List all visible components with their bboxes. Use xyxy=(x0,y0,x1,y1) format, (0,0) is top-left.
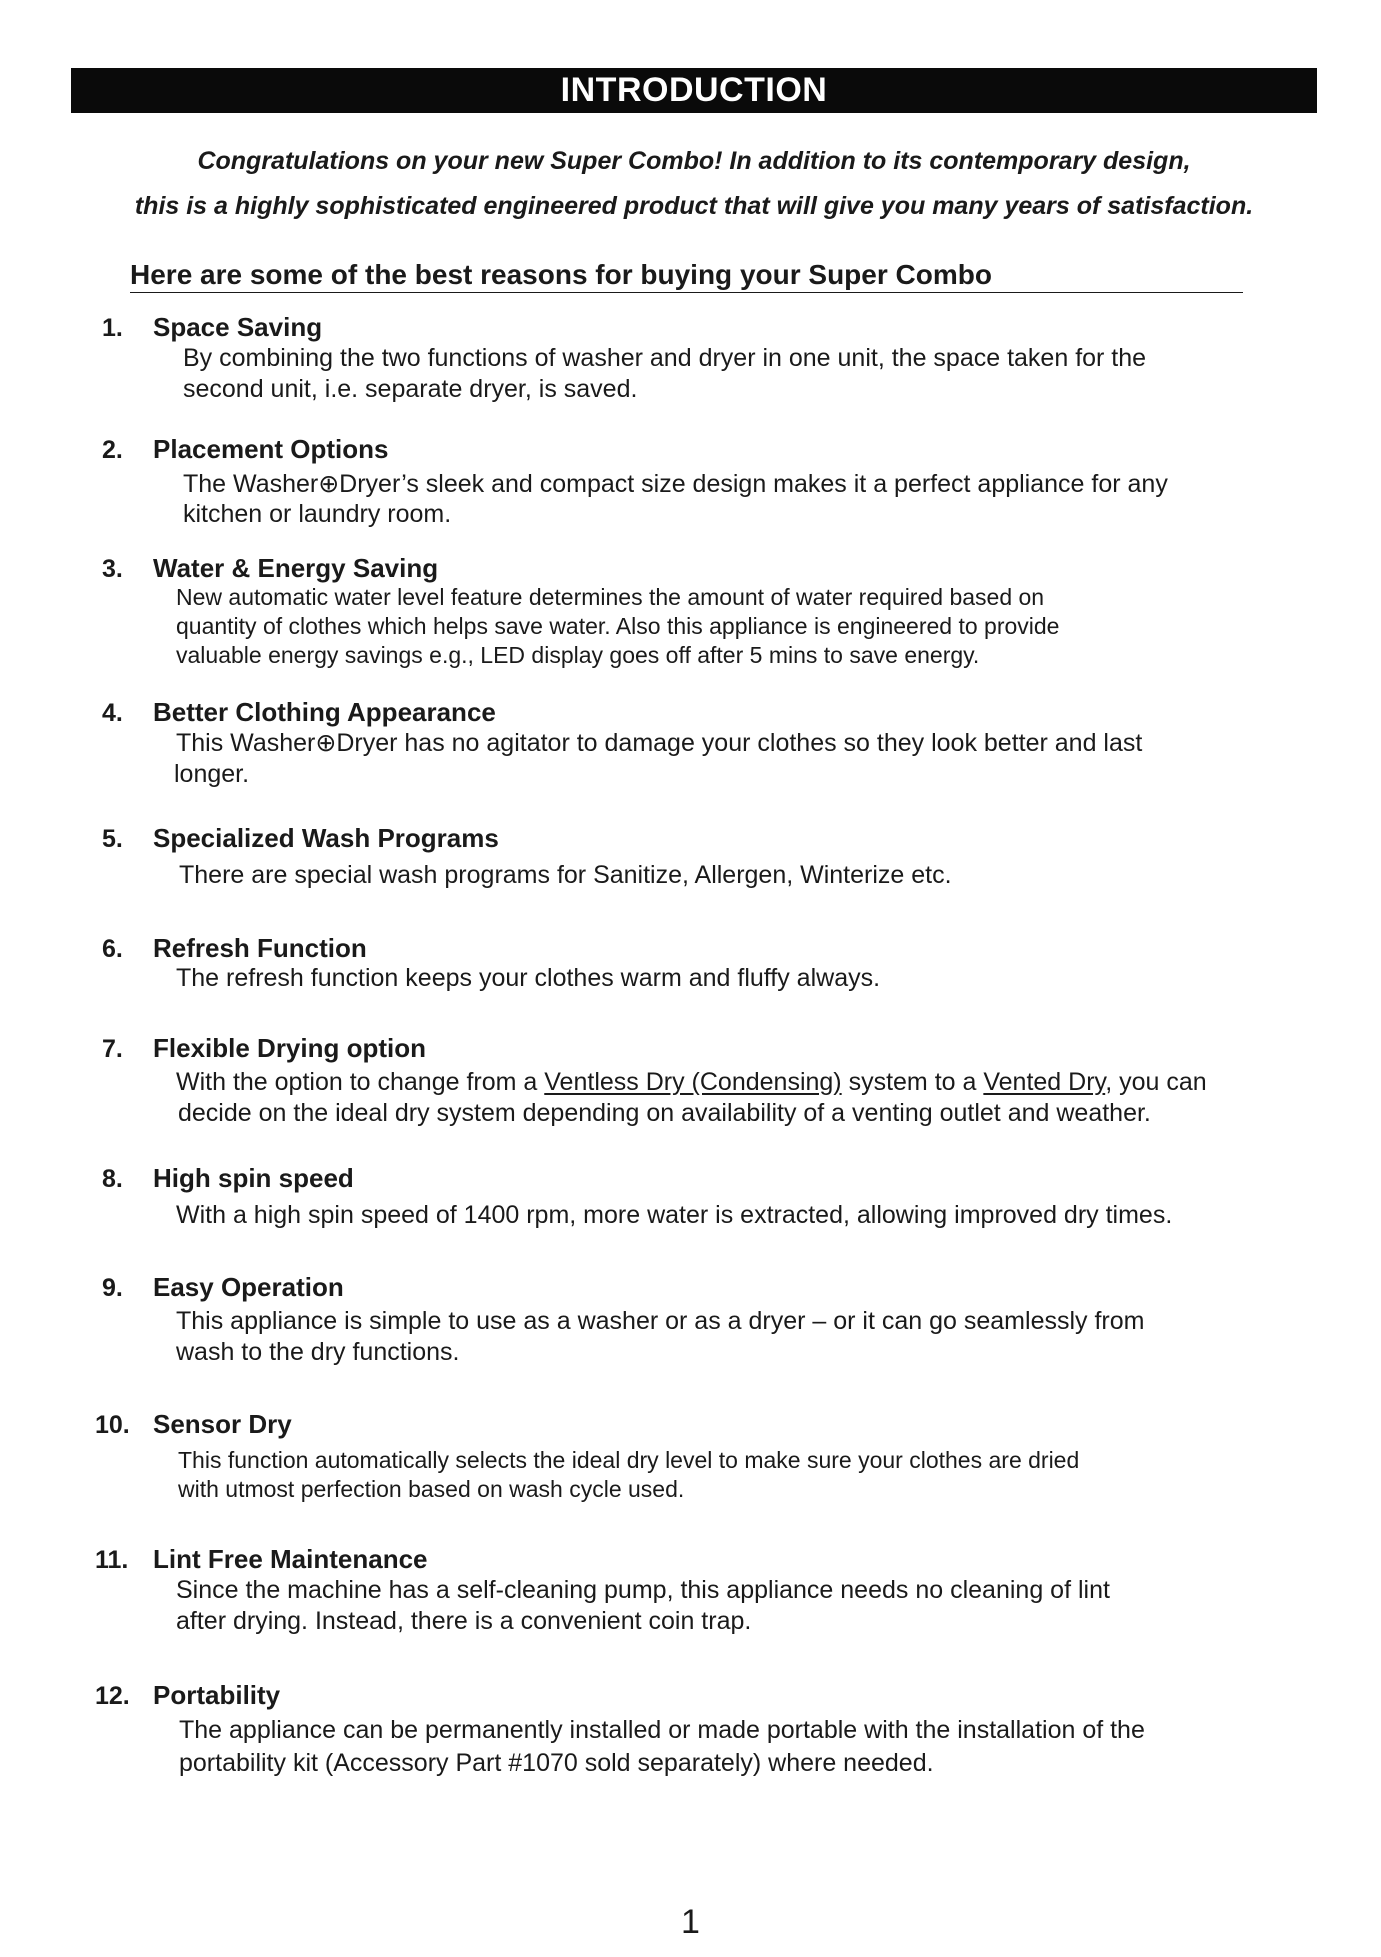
item-number: 1. xyxy=(102,314,123,342)
section-banner: INTRODUCTION xyxy=(71,68,1317,113)
item-number: 8. xyxy=(102,1165,123,1193)
item-text-line: By combining the two functions of washer and dryer in one unit, the space taken for the xyxy=(183,344,1147,372)
item-number: 7. xyxy=(102,1035,123,1063)
item-title: Portability xyxy=(153,1680,281,1710)
item-title: Placement Options xyxy=(153,434,389,464)
intro-line-2: this is a highly sophisticated engineered product that will give you many years of satisfaction. xyxy=(134,192,1254,220)
item-title: Sensor Dry xyxy=(153,1409,292,1439)
item-text-line: second unit, i.e. separate dryer, is saved. xyxy=(183,375,638,403)
item-text-line: after drying. Instead, there is a convenient coin trap. xyxy=(176,1607,752,1635)
item-title: High spin speed xyxy=(153,1163,354,1193)
item-number: 9. xyxy=(102,1274,123,1302)
item-text-line: longer. xyxy=(174,760,250,788)
item-text-line: Since the machine has a self-cleaning pump, this appliance needs no cleaning of lint xyxy=(176,1576,1110,1604)
item-text-line: with utmost perfection based on wash cycle used. xyxy=(178,1476,685,1502)
item-text-line: There are special wash programs for Sanitize, Allergen, Winterize etc. xyxy=(179,861,952,889)
item-number: 12. xyxy=(95,1682,130,1710)
item-title: Refresh Function xyxy=(153,933,367,963)
item-number: 6. xyxy=(102,935,123,963)
item-text-line: With a high spin speed of 1400 rpm, more water is extracted, allowing improved dry times. xyxy=(176,1201,1173,1229)
vented-dry-link: Vented Dry xyxy=(983,1068,1106,1096)
item-text-line: portability kit (Accessory Part #1070 sold separately) where needed. xyxy=(179,1749,934,1777)
item-text-line: The appliance can be permanently installed or made portable with the installation of the xyxy=(179,1716,1145,1744)
ventless-dry-link: Ventless Dry (Condensing) xyxy=(544,1068,842,1096)
item-text-line xyxy=(176,1067,1207,1097)
item-text-line: This appliance is simple to use as a washer or as a dryer – or it can go seamlessly from xyxy=(176,1307,1145,1335)
item-text-line: The Washer⊕Dryer’s sleek and compact size design makes it a perfect appliance for any xyxy=(183,470,1168,498)
item-number: 10. xyxy=(95,1411,130,1439)
item-text-line: kitchen or laundry room. xyxy=(183,500,452,528)
item-title: Easy Operation xyxy=(153,1272,344,1302)
page-number: 1 xyxy=(681,1903,700,1941)
item-text-line: This Washer⊕Dryer has no agitator to damage your clothes so they look better and last xyxy=(176,729,1143,757)
item-title: Water & Energy Saving xyxy=(153,553,439,583)
item-text-line: The refresh function keeps your clothes warm and fluffy always. xyxy=(176,964,881,992)
intro-line-1: Congratulations on your new Super Combo! In addition to its contemporary design, xyxy=(197,147,1191,175)
item-text-line: wash to the dry functions. xyxy=(176,1338,460,1366)
item-number: 5. xyxy=(102,825,123,853)
item-title: Specialized Wash Programs xyxy=(153,823,499,853)
item-title: Lint Free Maintenance xyxy=(153,1544,428,1574)
item-number: 11. xyxy=(95,1546,129,1574)
item-text-segment: system to a xyxy=(841,1068,984,1096)
item-text-line: This function automatically selects the ideal dry level to make sure your clothes are dried xyxy=(178,1447,1080,1473)
item-number: 3. xyxy=(102,555,123,583)
item-text-line: quantity of clothes which helps save water. Also this appliance is engineered to provide xyxy=(176,613,1060,639)
item-text-line: New automatic water level feature determines the amount of water required based on xyxy=(176,584,1045,610)
item-text-segment: With the option to change from a xyxy=(176,1068,545,1096)
reasons-heading: Here are some of the best reasons for buying your Super Combo xyxy=(130,258,1243,293)
item-title: Flexible Drying option xyxy=(153,1033,427,1063)
item-text-line: decide on the ideal dry system depending on availability of a venting outlet and weather. xyxy=(178,1099,1151,1127)
item-number: 2. xyxy=(102,436,123,464)
item-text-line: valuable energy savings e.g., LED display goes off after 5 mins to save energy. xyxy=(176,642,980,668)
item-text-segment: , you can xyxy=(1105,1068,1207,1096)
item-title: Better Clothing Appearance xyxy=(153,697,496,727)
item-number: 4. xyxy=(102,699,123,727)
item-title: Space Saving xyxy=(153,312,323,342)
